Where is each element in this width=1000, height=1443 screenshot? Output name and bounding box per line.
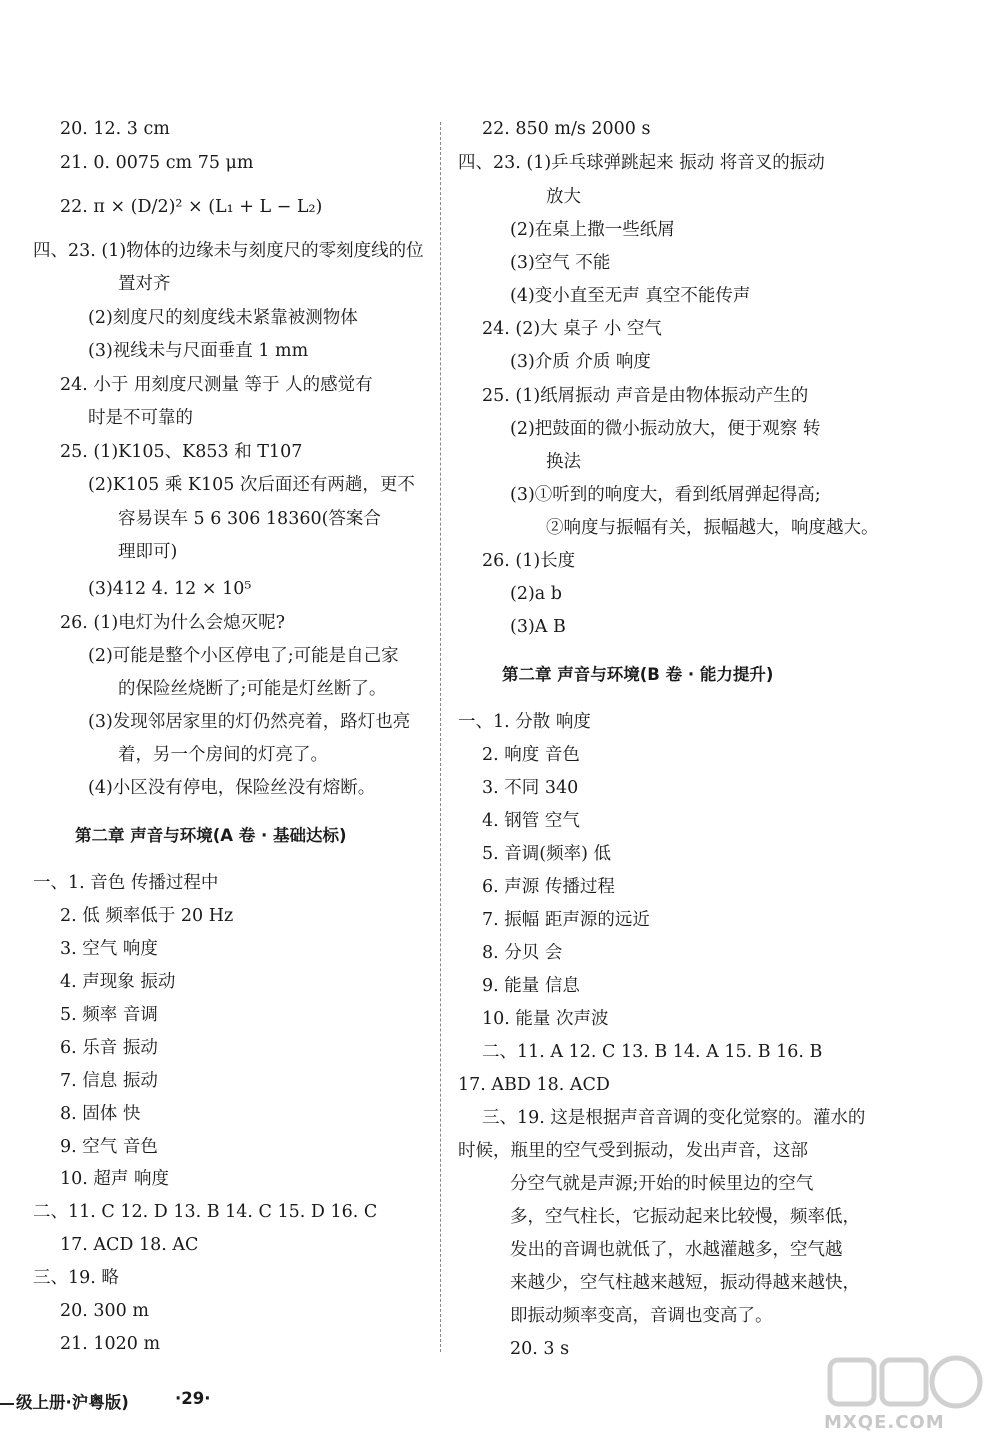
answer-line: (3)412 4. 12 × 10⁵ — [88, 579, 252, 599]
answer-line: 26. (1)电灯为什么会熄灭呢? — [60, 613, 286, 633]
answer-line: 置对齐 — [118, 274, 171, 294]
section-heading: 第二章 声音与环境(B 卷 · 能力提升) — [502, 665, 774, 684]
answer-line: (2)在桌上撒一些纸屑 — [510, 220, 675, 240]
answer-line: 9. 空气 音色 — [60, 1137, 158, 1157]
answer-line: (2)a b — [510, 584, 562, 604]
answer-line: 二、11. A 12. C 13. B 14. A 15. B 16. B — [482, 1042, 823, 1062]
answer-line: 二、11. C 12. D 13. B 14. C 15. D 16. C — [33, 1202, 378, 1222]
answer-line: 20. 3 s — [510, 1339, 570, 1359]
answer-line: 8. 分贝 会 — [482, 943, 563, 963]
answer-line: 10. 能量 次声波 — [482, 1009, 609, 1029]
answer-line: 7. 信息 振动 — [60, 1071, 158, 1091]
answer-line: 10. 超声 响度 — [60, 1169, 169, 1189]
answer-line: 一、1. 音色 传播过程中 — [33, 873, 219, 893]
answer-line: 4. 钢管 空气 — [482, 811, 580, 831]
answer-line: (3)发现邻居家里的灯仍然亮着，路灯也亮 — [88, 712, 411, 732]
answer-line: 21. 0. 0075 cm 75 μm — [60, 153, 254, 173]
answer-line: (3)视线未与尺面垂直 1 mm — [88, 341, 309, 361]
answer-line: 4. 声现象 振动 — [60, 972, 176, 992]
answer-line: 22. π × (D/2)² × (L₁ + L − L₂) — [60, 197, 323, 217]
answer-line: ②响度与振幅有关，振幅越大，响度越大。 — [546, 518, 879, 538]
answer-line: 24. 小于 用刻度尺测量 等于 人的感觉有 — [60, 375, 373, 395]
answer-line: 3. 不同 340 — [482, 778, 579, 798]
answer-line: 3. 空气 响度 — [60, 939, 158, 959]
answer-line: 20. 12. 3 cm — [60, 119, 170, 139]
answer-line: 17. ACD 18. AC — [60, 1235, 199, 1255]
answer-line: 24. (2)大 桌子 小 空气 — [482, 319, 662, 339]
answer-line: 三、19. 略 — [33, 1268, 119, 1288]
answer-line: (2)把鼓面的微小振动放大，便于观察 转 — [510, 419, 821, 439]
answer-line: (2)刻度尺的刻度线未紧靠被测物体 — [88, 308, 358, 328]
answer-line: 即振动频率变高，音调也变高了。 — [510, 1306, 773, 1326]
answer-line: (3)空气 不能 — [510, 253, 611, 273]
answer-line: 一、1. 分散 响度 — [458, 712, 591, 732]
answer-line: 7. 振幅 距声源的远近 — [482, 910, 650, 930]
answer-line: (3)介质 介质 响度 — [510, 352, 651, 372]
answer-line: 四、23. (1)乒乓球弹跳起来 振动 将音叉的振动 — [458, 153, 825, 173]
answer-line: (4)变小直至无声 真空不能传声 — [510, 286, 751, 306]
answer-line: 20. 300 m — [60, 1301, 149, 1321]
answer-line: (4)小区没有停电，保险丝没有熔断。 — [88, 778, 376, 798]
section-heading: 第二章 声音与环境(A 卷 · 基础达标) — [75, 826, 347, 845]
answer-line: 25. (1)K105、K853 和 T107 — [60, 442, 303, 462]
answer-line: (3)①听到的响度大，看到纸屑弹起得高; — [510, 485, 821, 505]
answer-line: 25. (1)纸屑振动 声音是由物体振动产生的 — [482, 386, 809, 406]
answer-line: 时候，瓶里的空气受到振动，发出声音，这部 — [458, 1141, 808, 1161]
answer-line: 分空气就是声源;开始的时候里边的空气 — [510, 1174, 814, 1194]
answer-line: (3)A B — [510, 617, 566, 637]
answer-line: 6. 乐音 振动 — [60, 1038, 158, 1058]
page-number: ·29· — [175, 1389, 211, 1408]
answer-line: 21. 1020 m — [60, 1334, 161, 1354]
answer-line: 6. 声源 传播过程 — [482, 877, 615, 897]
book-edition-label: 级上册·沪粤版) — [0, 1389, 129, 1413]
answer-line: 多，空气柱长，它振动起来比较慢，频率低， — [510, 1207, 860, 1227]
answer-line: 26. (1)长度 — [482, 551, 576, 571]
answer-line: 2. 响度 音色 — [482, 745, 580, 765]
answer-line: 17. ABD 18. ACD — [458, 1075, 610, 1095]
answer-line: 8. 固体 快 — [60, 1104, 141, 1124]
answer-line: 着，另一个房间的灯亮了。 — [118, 745, 328, 765]
answer-line: 时是不可靠的 — [88, 408, 193, 428]
answer-line: 9. 能量 信息 — [482, 976, 580, 996]
answer-line: 放大 — [546, 187, 581, 207]
watermark-text: MXQE.COM — [824, 1412, 945, 1433]
answer-line: 2. 低 频率低于 20 Hz — [60, 906, 234, 926]
answer-line: 三、19. 这是根据声音音调的变化觉察的。灌水的 — [482, 1108, 866, 1128]
answer-line: 容易误车 5 6 306 18360(答案合 — [118, 509, 381, 529]
answer-line: 理即可) — [118, 542, 178, 562]
answer-line: 换法 — [546, 452, 581, 472]
answer-line: 5. 频率 音调 — [60, 1005, 158, 1025]
answer-line: 的保险丝烧断了;可能是灯丝断了。 — [118, 679, 387, 699]
answer-line: (2)可能是整个小区停电了;可能是自己家 — [88, 646, 399, 666]
answer-line: 22. 850 m/s 2000 s — [482, 119, 651, 139]
answer-line: 来越少，空气柱越来越短，振动得越来越快， — [510, 1273, 860, 1293]
answer-line: 四、23. (1)物体的边缘未与刻度尺的零刻度线的位 — [33, 241, 424, 261]
column-divider — [440, 122, 441, 1352]
answer-line: (2)K105 乘 K105 次后面还有两趟，更不 — [88, 475, 415, 495]
answer-line: 发出的音调也就低了，水越灌越多，空气越 — [510, 1240, 843, 1260]
answer-line: 5. 音调(频率) 低 — [482, 844, 611, 864]
